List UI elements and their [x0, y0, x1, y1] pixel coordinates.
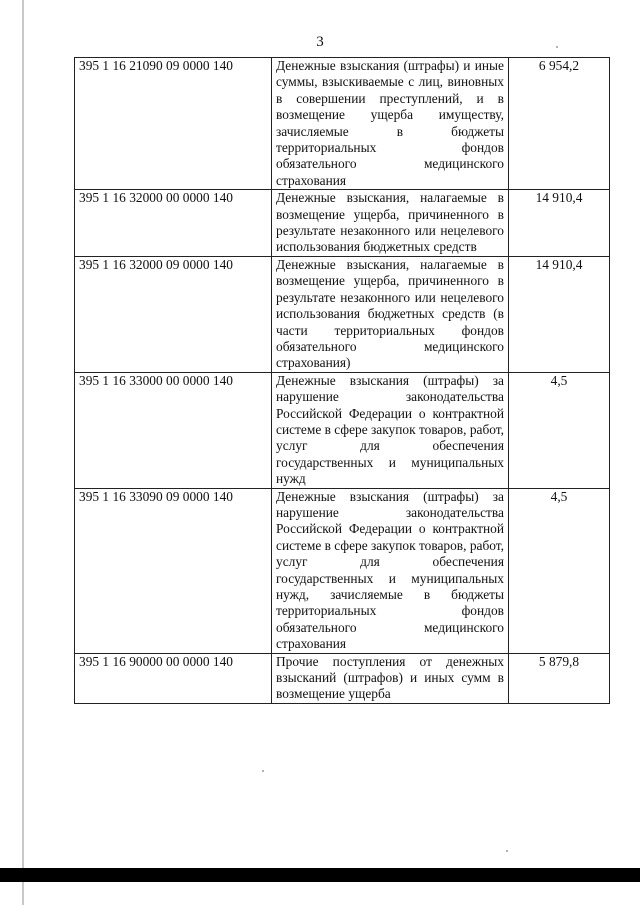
table-row	[75, 372, 610, 488]
page-number: 3	[316, 34, 324, 50]
row-code: 395 1 16 90000 00 0000 140	[75, 653, 272, 703]
table-row	[75, 190, 610, 257]
row-code: 395 1 16 21090 09 0000 140	[75, 58, 272, 190]
row-description: Денежные взыскания, налагаемые в возмещение ущерба, причиненного в результате незаконного или нецелевого использования бюджетных средств (в части территориальных фондов обязательного медицинского страхования)	[272, 256, 509, 372]
row-amount: 4,5	[509, 488, 610, 653]
row-code: 395 1 16 33090 09 0000 140	[75, 488, 272, 653]
budget-table	[74, 57, 610, 704]
row-description: Денежные взыскания (штрафы) и иные суммы, взыскиваемые с лиц, виновных в совершении преступлений, и в возмещение ущерба имуществу, зачисляемые в бюджеты территориальных фондов обязательного медицинского страхования	[272, 58, 509, 190]
row-code: 395 1 16 32000 09 0000 140	[75, 256, 272, 372]
row-description: Прочие поступления от денежных взысканий (штрафов) и иных сумм в возмещение ущерба	[272, 653, 509, 703]
row-amount: 6 954,2	[509, 58, 610, 190]
row-amount: 14 910,4	[509, 190, 610, 257]
row-code: 395 1 16 33000 00 0000 140	[75, 372, 272, 488]
scan-bottom-border	[0, 868, 640, 882]
row-code: 395 1 16 32000 00 0000 140	[75, 190, 272, 257]
row-description: Денежные взыскания (штрафы) за нарушение законодательства Российской Федерации о контрактной системе в сфере закупок товаров, работ, услуг для обеспечения государственных и муниципальных нужд, зачисляемые в бюджеты территориальных фондов обязательного медицинского страхования	[272, 488, 509, 653]
table-row	[75, 653, 610, 703]
row-description: Денежные взыскания, налагаемые в возмещение ущерба, причиненного в результате незаконного или нецелевого использования бюджетных средств	[272, 190, 509, 257]
table-row	[75, 58, 610, 190]
row-amount: 5 879,8	[509, 653, 610, 703]
row-description: Денежные взыскания (штрафы) за нарушение законодательства Российской Федерации о контрактной системе в сфере закупок товаров, работ, услуг для обеспечения государственных и муниципальных нужд	[272, 372, 509, 488]
scan-left-edge	[22, 0, 24, 905]
row-amount: 4,5	[509, 372, 610, 488]
scan-speck	[262, 770, 264, 772]
row-amount: 14 910,4	[509, 256, 610, 372]
table-row	[75, 256, 610, 372]
table-row	[75, 488, 610, 653]
scan-speck	[556, 46, 558, 48]
scan-speck	[506, 850, 508, 852]
